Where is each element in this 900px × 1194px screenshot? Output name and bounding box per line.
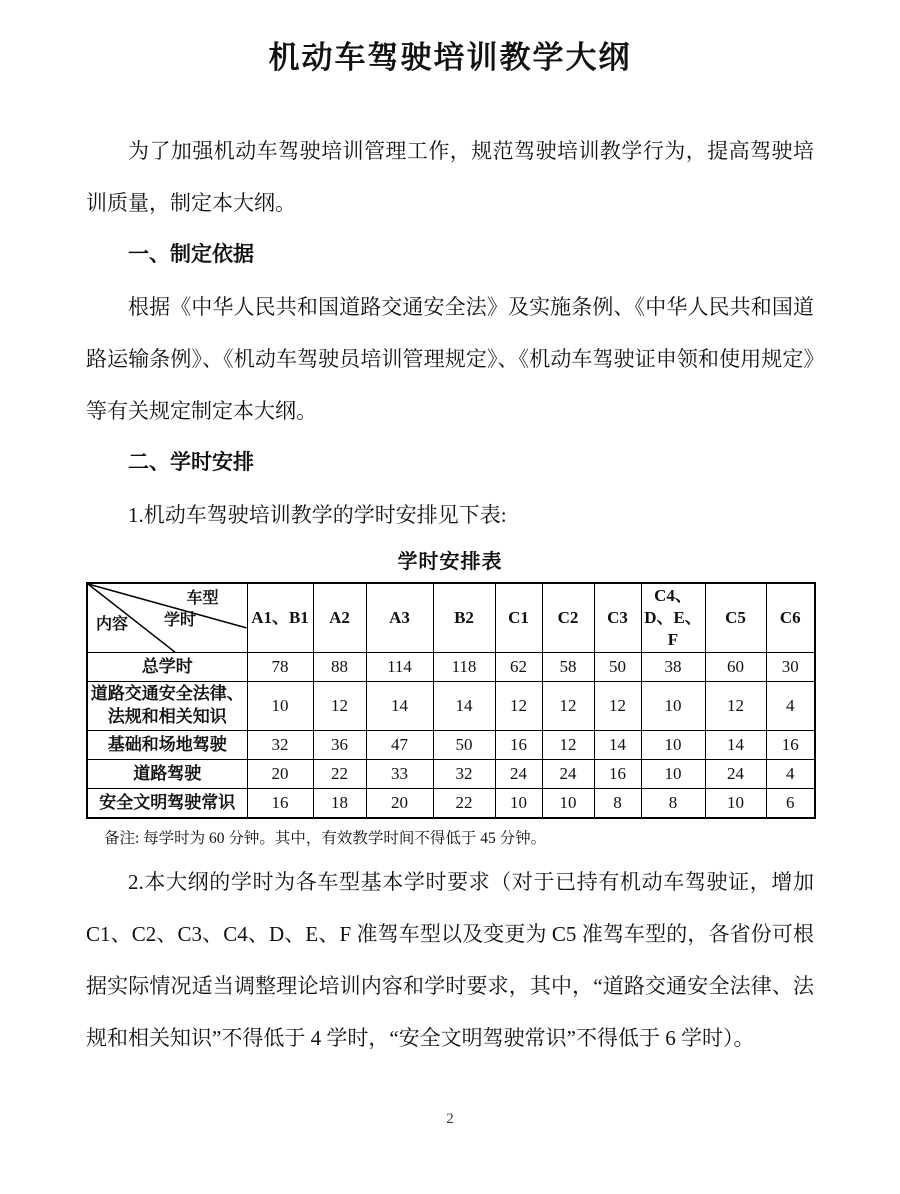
hours-value-cell: 33 xyxy=(366,760,433,789)
hours-value-cell: 22 xyxy=(433,789,495,819)
hours-value-cell: 36 xyxy=(313,731,366,760)
hours-value-cell: 10 xyxy=(247,682,313,731)
column-header: C4、D、E、F xyxy=(641,583,705,653)
hours-value-cell: 14 xyxy=(433,682,495,731)
column-header: C3 xyxy=(594,583,641,653)
hours-value-cell: 47 xyxy=(366,731,433,760)
hours-value-cell: 10 xyxy=(641,760,705,789)
table-row xyxy=(87,682,815,731)
hours-value-cell: 10 xyxy=(705,789,766,819)
table-row xyxy=(87,760,815,789)
hours-value-cell: 16 xyxy=(766,731,815,760)
section-heading-1: 一、制定依据 xyxy=(128,242,254,266)
hours-value-cell: 10 xyxy=(641,682,705,731)
hours-value-cell: 16 xyxy=(247,789,313,819)
paragraph-intro: 为了加强机动车驾驶培训管理工作，规范驾驶培训教学行为，提高驾驶培训质量，制定本大纲。 xyxy=(86,138,814,215)
hours-value-cell: 12 xyxy=(705,682,766,731)
hours-value-cell: 118 xyxy=(433,653,495,682)
corner-label-content: 内容 xyxy=(96,615,129,633)
hours-value-cell: 60 xyxy=(705,653,766,682)
row-label: 安全文明驾驶常识 xyxy=(87,789,247,819)
paragraph-requirements: 2.本大纲的学时为各车型基本学时要求（对于已持有机动车驾驶证，增加 C1、C2、C3、C4、D、E、F 准驾车型以及变更为 C5 准驾车型的，各省份可根据实际情况适当调整理论培训内容和学时要求，其中，“道路交通安全法律、法规和相关知识”不得低于 4 学时，“安全文明驾驶常识”不得低于 6 学时）。 xyxy=(86,870,814,1051)
hours-value-cell: 18 xyxy=(313,789,366,819)
hours-value-cell: 16 xyxy=(495,731,542,760)
row-label: 基础和场地驾驶 xyxy=(87,731,247,760)
hours-value-cell: 24 xyxy=(705,760,766,789)
page-title: 机动车驾驶培训教学大纲 xyxy=(268,40,632,75)
table-row xyxy=(87,653,815,682)
row-label: 道路交通安全法律、法规和相关知识 xyxy=(87,682,247,731)
hours-value-cell: 114 xyxy=(366,653,433,682)
hours-value-cell: 50 xyxy=(594,653,641,682)
hours-value-cell: 12 xyxy=(313,682,366,731)
hours-value-cell: 10 xyxy=(641,731,705,760)
hours-value-cell: 58 xyxy=(542,653,594,682)
hours-value-cell: 14 xyxy=(366,682,433,731)
table-row xyxy=(87,731,815,760)
column-header: A2 xyxy=(313,583,366,653)
hours-value-cell: 12 xyxy=(594,682,641,731)
hours-value-cell: 22 xyxy=(313,760,366,789)
corner-label-hours: 学时 xyxy=(164,611,197,629)
column-header: C5 xyxy=(705,583,766,653)
hours-value-cell: 24 xyxy=(542,760,594,789)
hours-value-cell: 14 xyxy=(705,731,766,760)
hours-value-cell: 32 xyxy=(433,760,495,789)
hours-value-cell: 20 xyxy=(366,789,433,819)
column-header: C2 xyxy=(542,583,594,653)
row-label: 道路驾驶 xyxy=(87,760,247,789)
row-label: 总学时 xyxy=(87,653,247,682)
column-header: C6 xyxy=(766,583,815,653)
hours-value-cell: 88 xyxy=(313,653,366,682)
hours-value-cell: 62 xyxy=(495,653,542,682)
hours-value-cell: 10 xyxy=(495,789,542,819)
page-number: 2 xyxy=(446,1111,454,1127)
hours-value-cell: 6 xyxy=(766,789,815,819)
hours-value-cell: 10 xyxy=(542,789,594,819)
column-header: C1 xyxy=(495,583,542,653)
hours-value-cell: 8 xyxy=(641,789,705,819)
hours-value-cell: 20 xyxy=(247,760,313,789)
hours-value-cell: 4 xyxy=(766,682,815,731)
column-header: A3 xyxy=(366,583,433,653)
hours-value-cell: 8 xyxy=(594,789,641,819)
hours-value-cell: 12 xyxy=(542,731,594,760)
column-header: B2 xyxy=(433,583,495,653)
corner-label-vehicle-type: 车型 xyxy=(186,589,219,607)
hours-value-cell: 32 xyxy=(247,731,313,760)
hours-value-cell: 12 xyxy=(495,682,542,731)
table-title: 学时安排表 xyxy=(397,550,503,573)
hours-value-cell: 14 xyxy=(594,731,641,760)
hours-table-head-row xyxy=(87,583,815,653)
hours-table-body xyxy=(87,653,815,818)
hours-value-cell: 30 xyxy=(766,653,815,682)
hours-value-cell: 16 xyxy=(594,760,641,789)
column-header: A1、B1 xyxy=(247,583,313,653)
diagonal-corner-cell xyxy=(87,583,247,653)
section-heading-2: 二、学时安排 xyxy=(128,450,254,474)
hours-value-cell: 12 xyxy=(542,682,594,731)
hours-value-cell: 4 xyxy=(766,760,815,789)
hours-value-cell: 50 xyxy=(433,731,495,760)
hours-table xyxy=(86,582,816,819)
paragraph-basis: 根据《中华人民共和国道路交通安全法》及实施条例、《中华人民共和国道路运输条例》、《机动车驾驶员培训管理规定》、《机动车驾驶证申领和使用规定》等有关规定制定本大纲。 xyxy=(86,294,814,423)
hours-value-cell: 78 xyxy=(247,653,313,682)
table-row xyxy=(87,789,815,819)
paragraph-table-intro: 1.机动车驾驶培训教学的学时安排见下表: xyxy=(128,502,507,527)
table-note: 备注: 每学时为 60 分钟。其中，有效教学时间不得低于 45 分钟。 xyxy=(104,830,547,848)
hours-value-cell: 38 xyxy=(641,653,705,682)
hours-value-cell: 24 xyxy=(495,760,542,789)
